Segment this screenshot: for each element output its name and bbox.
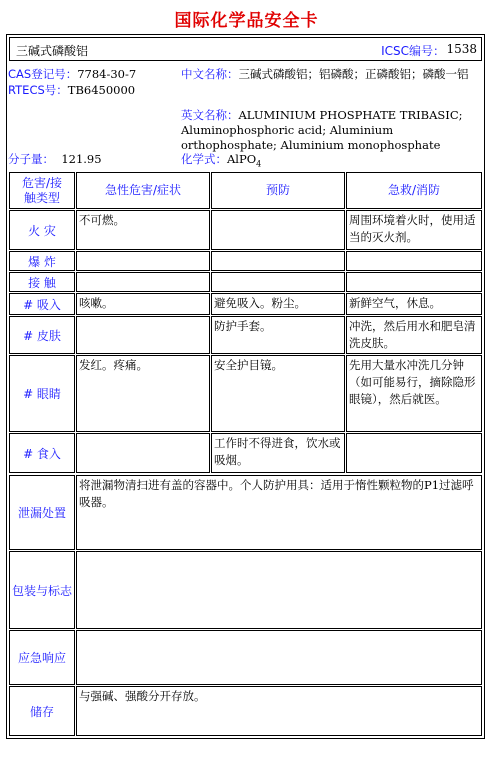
skin-symptom [76,316,210,354]
skin-prevention: 防护手套。 [211,316,345,354]
cn-name-value: 三碱式磷酸铝；铝磷酸；正磷酸铝；磷酸一铝 [238,67,469,81]
identity-block [7,65,484,169]
explosion-symptom [76,251,210,271]
eyes-symptom: 发红。疼痛。 [76,355,210,432]
row-label-exposure: 接 触 [9,272,75,292]
section-label-emergency: 应急响应 [9,630,75,685]
col-header-firstaid: 急救/消防 [346,172,482,209]
col-header-symptoms: 急性危害/症状 [76,172,210,209]
skin-firstaid: 冲洗，然后用水和肥皂清洗皮肤。 [346,316,482,354]
ingestion-symptom [76,433,210,473]
formula-value: AlPO [227,152,257,166]
rtecs-value: TB6450000 [67,83,136,97]
section-text-packaging [76,551,482,629]
row-label-inhalation: # 吸入 [9,293,75,315]
section-text-storage: 与强碱、强酸分开存放。 [76,686,482,736]
cas-value: 7784-30-7 [77,67,137,81]
section-text-spill: 将泄漏物清扫进有盖的容器中。个人防护用具：适用于惰性颗粒物的P1过滤呼吸器。 [76,475,482,550]
icsc-label: ICSC编号： [381,44,445,58]
mw-label: 分子量： [8,152,54,166]
section-label-spill: 泄漏处置 [9,475,75,550]
cn-name-label: 中文名称： [181,67,239,81]
safety-card [6,34,485,739]
en-name-label: 英文名称： [181,108,239,122]
cas-label: CAS登记号： [8,67,78,81]
exposure-symptom [76,272,210,292]
row-label-fire: 火 灾 [9,210,75,250]
row-label-skin: # 皮肤 [9,316,75,354]
section-label-storage: 储存 [9,686,75,736]
fire-symptom: 不可燃。 [76,210,210,250]
inhalation-firstaid: 新鲜空气，休息。 [346,293,482,315]
exposure-prevention [211,272,345,292]
icsc-number: 1538 [446,42,477,56]
row-label-ingestion: # 食入 [9,433,75,473]
en-name-value: ALUMINIUM PHOSPHATE TRIBASIC; Aluminophosphoric acid; Aluminium orthophosphate; Aluminium monophosphate [181,108,463,152]
col-header-type: 危害/接触类型 [9,172,75,209]
formula-label: 化学式： [181,152,227,166]
explosion-firstaid [346,251,482,271]
col-header-prevention: 预防 [211,172,345,209]
eyes-prevention: 安全护目镜。 [211,355,345,432]
inhalation-symptom: 咳嗽。 [76,293,210,315]
chemical-name: 三碱式磷酸铝 [16,44,89,58]
section-text-emergency [76,630,482,685]
row-label-eyes: # 眼睛 [9,355,75,432]
formula-subscript: 4 [256,159,262,169]
inhalation-prevention: 避免吸入。粉尘。 [211,293,345,315]
fire-firstaid: 周围环境着火时，使用适当的灭火剂。 [346,210,482,250]
exposure-firstaid [346,272,482,292]
fire-prevention [211,210,345,250]
ingestion-firstaid [346,433,482,473]
ingestion-prevention: 工作时不得进食，饮水或吸烟。 [211,433,345,473]
row-label-explosion: 爆 炸 [9,251,75,271]
card-title: 国际化学品安全卡 [174,11,319,31]
explosion-prevention [211,251,345,271]
eyes-firstaid: 先用大量水冲洗几分钟（如可能易行，摘除隐形眼镜），然后就医。 [346,355,482,432]
section-label-packaging: 包装与标志 [9,551,75,629]
rtecs-label: RTECS号： [8,83,68,97]
mw-value: 121.95 [61,152,102,166]
header-row [9,37,482,61]
